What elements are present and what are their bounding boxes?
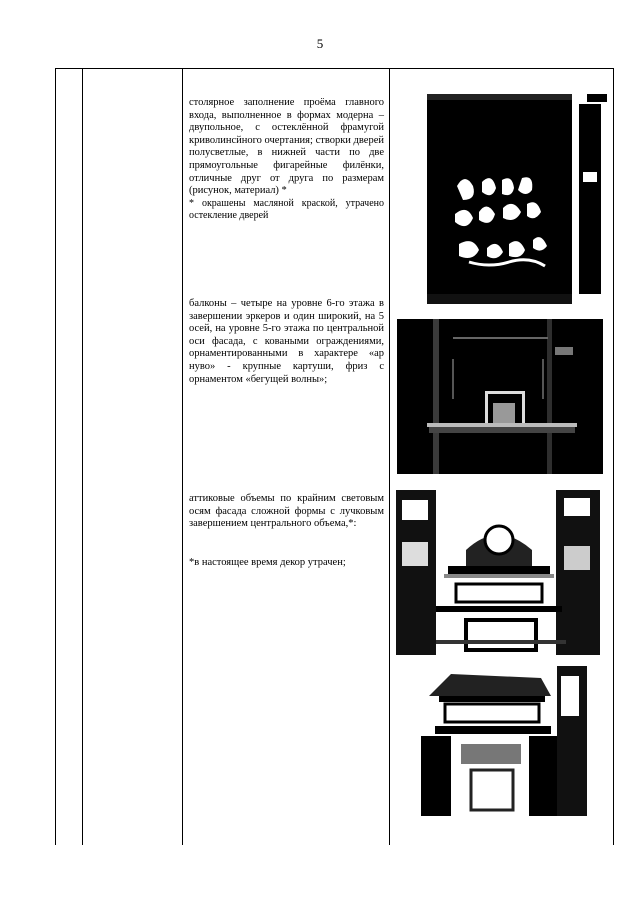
attic-note: *в настоящее время декор утрачен; (189, 556, 346, 568)
attic-description: аттиковые объемы по крайним световым осям фасада сложной формы с лучковым завершением центрального объема,*: (189, 493, 384, 530)
table-border-right (613, 68, 614, 845)
entrance-description: столярное заполнение проёма главного входа, выполненное в формах модерна – двупольное, с остеклённой фрамугой криволинсйного очертания; створки дверей полусветлые, в нижней части по две прямоугольные фигарейные филёнки, отличные друг от друга по размерам (рисунок, материал) * (189, 97, 384, 197)
attic-description-block (189, 493, 384, 569)
balcony-description: балконы – четыре на уровне 6-го этажа в завершении эркеров и один широкий, на 5 осей, на уровне 5-го этажа по центральной оси фасада, с коваными ограждениями, орнаментированными в характере «ар нуво» - крупные картуши, фриз с орнаментом «бегущей волны»; (189, 298, 384, 385)
entrance-description-block (189, 97, 384, 223)
entrance-note: * окрашены масляной краской, утрачено остекление дверей (189, 197, 384, 222)
table-top-border (55, 68, 613, 69)
entrance-door-photo (397, 94, 607, 304)
balcony-photo (397, 319, 603, 474)
attic-photo (396, 490, 600, 655)
table-border-left (55, 68, 56, 845)
attic-detail-photo (411, 666, 587, 816)
table-column-divider (389, 68, 390, 845)
table-column-divider (82, 68, 83, 845)
table-column-divider (182, 68, 183, 845)
balcony-description-block (189, 298, 384, 386)
page-number: 5 (316, 36, 324, 51)
